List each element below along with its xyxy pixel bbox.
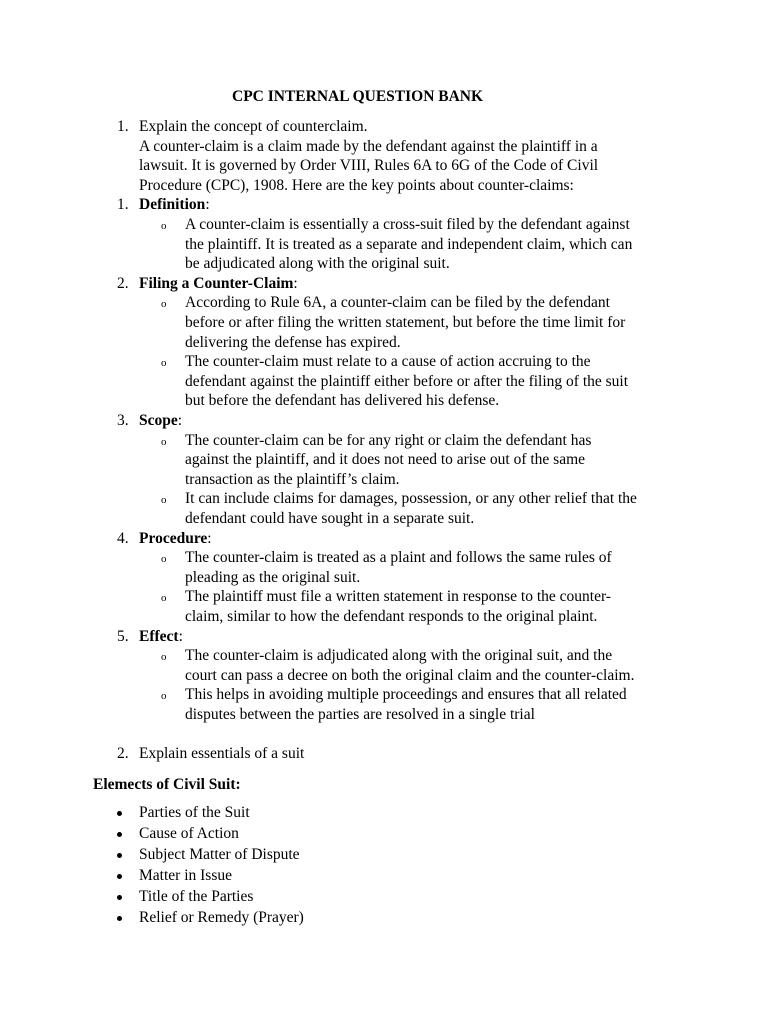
intro-line: A counter-claim is a claim made by the defendant against the plaintiff in a xyxy=(139,137,598,155)
sub-point-line: A counter-claim is essentially a cross-suit filed by the defendant against xyxy=(185,215,630,233)
bullet-dot-icon xyxy=(117,874,122,879)
element-item: Title of the Parties xyxy=(139,887,254,905)
element-item: Relief or Remedy (Prayer) xyxy=(139,908,304,926)
circle-bullet-icon: o xyxy=(161,357,167,370)
sub-point-line: claim, similar to how the defendant responds to the original plaint. xyxy=(185,607,598,625)
point-number: 5. xyxy=(117,627,129,645)
element-item: Matter in Issue xyxy=(139,866,232,884)
question-1-number: 1. xyxy=(117,118,129,135)
point-heading: Scope xyxy=(139,411,178,429)
circle-bullet-icon: o xyxy=(161,219,167,232)
point-heading-line: Definition: xyxy=(139,196,210,214)
point-heading: Effect xyxy=(139,627,179,645)
point-heading-line: Procedure: xyxy=(139,529,212,547)
sub-point-line: The counter-claim can be for any right or claim the defendant has xyxy=(185,431,592,449)
element-item: Subject Matter of Dispute xyxy=(139,845,300,863)
intro-line: Procedure (CPC), 1908. Here are the key points about counter-claims: xyxy=(139,176,574,194)
bullet-dot-icon xyxy=(117,895,122,900)
sub-point-line: before or after filing the written statement, but before the time limit for xyxy=(185,313,626,331)
point-heading-line: Filing a Counter-Claim: xyxy=(139,274,298,292)
element-item: Parties of the Suit xyxy=(139,804,250,821)
sub-point-line: This helps in avoiding multiple proceedings and ensures that all related xyxy=(185,686,627,704)
point-number: 2. xyxy=(117,274,129,292)
intro-line: lawsuit. It is governed by Order VIII, Rules 6A to 6G of the Code of Civil xyxy=(139,157,599,175)
element-item: Cause of Action xyxy=(139,824,239,842)
sub-point-line: be adjudicated along with the original suit. xyxy=(185,255,450,273)
point-heading: Definition xyxy=(139,196,206,214)
question-2-number: 2. xyxy=(117,745,129,762)
point-number: 3. xyxy=(117,411,129,429)
point-heading: Filing a Counter-Claim xyxy=(139,274,294,292)
sub-point-line: the plaintiff. It is treated as a separate and independent claim, which can xyxy=(185,235,633,253)
circle-bullet-icon: o xyxy=(161,435,167,448)
circle-bullet-icon: o xyxy=(161,651,167,664)
question-1-text: Explain the concept of counterclaim. xyxy=(139,118,368,135)
circle-bullet-icon: o xyxy=(161,494,167,507)
point-number: 4. xyxy=(117,529,129,547)
point-heading-line: Effect: xyxy=(139,627,183,645)
point-heading: Procedure xyxy=(139,529,208,547)
sub-point-line: defendant could have sought in a separate suit. xyxy=(185,509,475,527)
sub-point-line: delivering the defense has expired. xyxy=(185,333,401,351)
circle-bullet-icon: o xyxy=(161,592,167,605)
elements-heading: Elemects of Civil Suit: xyxy=(93,776,241,793)
circle-bullet-icon: o xyxy=(161,553,167,566)
sub-point-line: The counter-claim is adjudicated along with the original suit, and the xyxy=(185,647,613,665)
bullet-dot-icon xyxy=(117,832,122,837)
bullet-dot-icon xyxy=(117,853,122,858)
question-2-text: Explain essentials of a suit xyxy=(139,745,305,762)
point-heading-line: Scope: xyxy=(139,411,183,429)
sub-point-line: The counter-claim must relate to a cause of action accruing to the xyxy=(185,353,591,371)
sub-point-line: against the plaintiff, and it does not need to arise out of the same xyxy=(185,451,586,469)
sub-point-line: disputes between the parties are resolved in a single trial xyxy=(185,705,535,723)
bullet-dot-icon xyxy=(117,916,122,921)
sub-point-line: According to Rule 6A, a counter-claim can be filed by the defendant xyxy=(185,294,610,312)
sub-point-line: court can pass a decree on both the original claim and the counter-claim. xyxy=(185,666,635,684)
sub-point-line: but before the defendant has delivered his defense. xyxy=(185,392,500,410)
sub-point-line: The plaintiff must file a written statement in response to the counter- xyxy=(185,588,611,606)
sub-point-line: defendant against the plaintiff either before or after the filing of the suit xyxy=(185,372,629,390)
circle-bullet-icon: o xyxy=(161,298,167,311)
circle-bullet-icon: o xyxy=(161,690,167,703)
page-title: CPC INTERNAL QUESTION BANK xyxy=(232,88,484,105)
point-number: 1. xyxy=(117,196,129,214)
sub-point-line: pleading as the original suit. xyxy=(185,568,361,586)
sub-point-line: It can include claims for damages, possession, or any other relief that the xyxy=(185,490,637,508)
bullet-dot-icon xyxy=(117,811,122,816)
sub-point-line: The counter-claim is treated as a plaint and follows the same rules of xyxy=(185,549,612,567)
sub-point-line: transaction as the plaintiff’s claim. xyxy=(185,470,400,488)
